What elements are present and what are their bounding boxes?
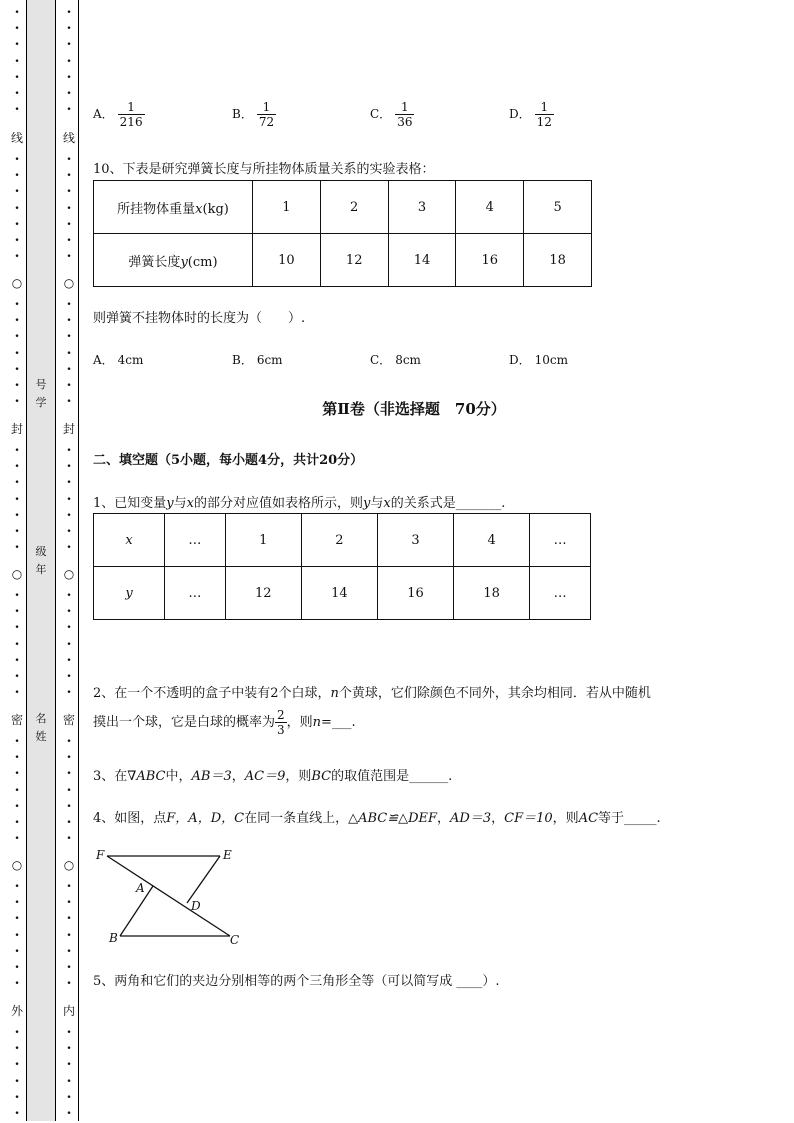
seal-dot: • [14,56,20,67]
section-two-title: 二、填空题（5小题，每小题4分，共计20分） [93,453,364,468]
seal-dot: • [66,1076,72,1087]
q10-question: 则弹簧不挂物体时的长度为（ ）. [93,311,306,326]
seal-dot: • [66,623,72,634]
table-cell: 5 [524,181,592,234]
table-cell: … [530,567,591,620]
part-two-title: 第Ⅱ卷（非选择题 70分） [322,400,506,418]
seal-line-mark: ○ [63,567,75,581]
q10-option-d[interactable]: D． 10cm [509,353,568,367]
seal-dot: • [14,834,20,845]
seal-dot: • [66,688,72,699]
table-cell: 4 [454,514,530,567]
table-row [94,234,592,287]
seal-dot: • [66,171,72,182]
seal-dot: • [14,397,20,408]
seal-dot: • [66,364,72,375]
seal-dot: • [14,1028,20,1038]
seal-dot: • [14,1092,20,1103]
seal-dot: • [14,1044,20,1055]
fill1-table [93,513,591,620]
seal-dot: • [66,72,72,83]
seal-dot: • [14,494,20,505]
fraction: $\frac{1}{72}$ [258,100,275,129]
seal-dot: • [66,236,72,246]
seal-dot: • [66,1092,72,1103]
seal-line-mark: 密 [62,713,75,727]
seal-dot: • [14,688,20,699]
seal-dot: • [66,785,72,796]
seal-dot: • [14,946,20,957]
q9-option-c[interactable]: C． $\frac{1}{36}$ [370,100,413,129]
table-cell: … [530,514,591,567]
table-cell: 2 [320,181,388,234]
seal-dot: • [14,527,20,537]
table-cell: 1 [253,181,321,234]
seal-dot: • [66,397,72,408]
fraction: $\frac{1}{12}$ [536,100,552,129]
table-row [94,567,591,620]
seal-dot: • [66,543,72,554]
seal-dot: • [66,494,72,505]
seal-dot: • [66,300,72,310]
seal-dot: • [14,171,20,182]
fraction: $\frac{1}{216}$ [119,100,143,129]
seal-dot: • [66,510,72,521]
table-header-cell: y [94,567,165,620]
table-cell: 10 [253,234,321,287]
seal-dot: • [66,1028,72,1038]
table-cell: 16 [377,567,453,620]
q10-option-b[interactable]: B． 6cm [232,353,283,367]
seal-dot: • [14,655,20,666]
seal-dot: • [14,623,20,634]
seal-dot: • [66,1109,72,1119]
student-number-label: 号 学 [35,378,47,409]
seal-dot: • [66,8,72,18]
table-cell: 12 [225,567,301,620]
grade-label: 级 年 [35,545,47,576]
label-f: F [96,848,105,862]
seal-dot: • [14,364,20,375]
left-seal-line [10,0,24,1123]
seal-line-mark: 外 [10,1004,23,1018]
seal-dot: • [14,348,20,359]
seal-dot: • [14,40,20,51]
seal-dot: • [14,979,20,990]
seal-dot: • [66,40,72,51]
seal-dot: • [14,300,20,310]
seal-line-mark: 封 [10,422,23,436]
q9-option-a[interactable]: A． $\frac{1}{216}$ [93,100,143,129]
seal-dot: • [66,834,72,845]
seal-dot: • [14,219,20,230]
seal-dot: • [66,105,72,116]
table-cell: 16 [456,234,524,287]
seal-dot: • [14,1109,20,1119]
seal-dot: • [14,478,20,489]
seal-dot: • [14,818,20,828]
seal-dot: • [14,332,20,343]
table-cell: 3 [388,181,456,234]
seal-dot: • [14,236,20,246]
seal-dot: • [66,882,72,892]
seal-dot: • [14,930,20,941]
fill2-line1: 2、在一个不透明的盒子中装有2个白球，n个黄球，它们除颜色不同外，其余均相同．若从中随机 [93,686,651,701]
seal-dot: • [66,446,72,456]
fill3-text: 3、在∇ABC中，AB＝3，AC＝9，则BC的取值范围是______. [93,769,453,784]
seal-dot: • [14,252,20,263]
q9-option-d[interactable]: D． $\frac{1}{12}$ [509,100,552,129]
seal-dot: • [14,543,20,554]
seal-dot: • [66,478,72,489]
seal-dot: • [14,105,20,116]
label-b: B [109,931,118,945]
label-c: C [230,933,240,947]
seal-dot: • [14,914,20,925]
table-header-cell: 弹簧长度y(cm) [94,234,253,287]
q10-option-c[interactable]: C． 8cm [370,353,421,367]
seal-dot: • [14,1060,20,1071]
seal-dot: • [66,527,72,537]
seal-dot: • [14,24,20,35]
seal-dot: • [14,753,20,764]
seal-dot: • [14,607,20,618]
seal-line-mark: 线 [10,131,23,145]
q10-stem: 10、下表是研究弹簧长度与所挂物体质量关系的实验表格： [93,162,435,177]
seal-dot: • [14,672,20,682]
seal-line-mark: ○ [63,276,75,290]
triangles-figure [90,843,250,949]
table-cell: … [165,567,226,620]
seal-dot: • [66,818,72,828]
seal-dot: • [14,882,20,892]
name-label: 名 姓 [35,712,47,743]
fraction: $\frac{2}{3}$ [277,708,285,737]
table-cell: 18 [454,567,530,620]
seal-dot: • [14,801,20,812]
q10-option-a[interactable]: A． 4cm [93,353,144,367]
seal-dot: • [14,446,20,456]
seal-dot: • [66,655,72,666]
seal-dot: • [66,252,72,263]
table-cell: … [165,514,226,567]
seal-dot: • [66,672,72,682]
seal-dot: • [14,785,20,796]
seal-dot: • [14,381,20,391]
table-cell: 2 [301,514,377,567]
seal-dot: • [66,332,72,343]
fill2-line2: 摸出一个球，它是白球的概率为 $\frac{2}{3}$ ，则n=___. [93,708,356,737]
seal-dot: • [66,737,72,747]
table-cell: 18 [524,234,592,287]
fill4-text: 4、如图，点F，A，D，C在同一条直线上，△ABC≌△DEF，AD＝3，CF＝10，则AC等于_____. [93,811,661,826]
table-header-cell: 所挂物体重量x(kg) [94,181,253,234]
seal-line-mark: ○ [11,276,23,290]
seal-dot: • [14,1076,20,1087]
seal-dot: • [14,462,20,473]
seal-line-mark: ○ [11,858,23,872]
seal-dot: • [14,155,20,165]
seal-dot: • [66,89,72,99]
seal-dot: • [14,737,20,747]
right-seal-line [62,0,76,1123]
table-row [94,181,592,234]
seal-dot: • [14,316,20,327]
seal-dot: • [66,801,72,812]
fill5-text: 5、两角和它们的夹边分别相等的两个三角形全等（可以简写成 ____）. [93,974,500,989]
seal-dot: • [66,348,72,359]
seal-dot: • [66,946,72,957]
seal-dot: • [14,898,20,909]
table-cell: 4 [456,181,524,234]
seal-dot: • [66,381,72,391]
seal-dot: • [66,1044,72,1055]
seal-dot: • [66,187,72,198]
segment-ed [187,856,220,903]
table-cell: 1 [225,514,301,567]
seal-dot: • [66,607,72,618]
seal-dot: • [66,753,72,764]
table-cell: 14 [388,234,456,287]
seal-dot: • [66,979,72,990]
seal-dot: • [66,914,72,925]
seal-dot: • [14,89,20,99]
label-d: D [191,899,201,913]
seal-dot: • [14,769,20,780]
seal-dot: • [66,462,72,473]
seal-line-mark: ○ [63,858,75,872]
seal-dot: • [14,963,20,973]
fill1-stem: 1、已知变量y与x的部分对应值如表格所示，则y与x的关系式是_______. [93,496,506,511]
table-row [94,514,591,567]
table-cell: 12 [320,234,388,287]
seal-dot: • [66,24,72,35]
table-header-cell: x [94,514,165,567]
seal-dot: • [14,510,20,521]
seal-dot: • [14,591,20,601]
seal-dot: • [66,155,72,165]
fraction: $\frac{1}{36}$ [397,100,413,129]
q10-table [93,180,592,287]
seal-dot: • [66,591,72,601]
table-cell: 14 [301,567,377,620]
seal-dot: • [66,316,72,327]
seal-line-mark: 密 [10,713,23,727]
table-cell: 3 [377,514,453,567]
seal-line-mark: 线 [62,131,75,145]
seal-dot: • [14,187,20,198]
seal-dot: • [14,72,20,83]
label-e: E [223,848,232,862]
seal-line-mark: ○ [11,567,23,581]
q9-option-b[interactable]: B． $\frac{1}{72}$ [232,100,275,129]
seal-dot: • [66,639,72,650]
seal-dot: • [14,8,20,18]
seal-dot: • [66,898,72,909]
seal-dot: • [66,930,72,941]
seal-dot: • [66,1060,72,1071]
seal-dot: • [66,963,72,973]
seal-line-mark: 封 [62,422,75,436]
seal-dot: • [66,219,72,230]
label-a: A [136,881,145,895]
seal-dot: • [14,639,20,650]
seal-line-mark: 内 [62,1004,75,1018]
seal-dot: • [66,203,72,214]
seal-dot: • [14,203,20,214]
seal-dot: • [66,769,72,780]
seal-dot: • [66,56,72,67]
